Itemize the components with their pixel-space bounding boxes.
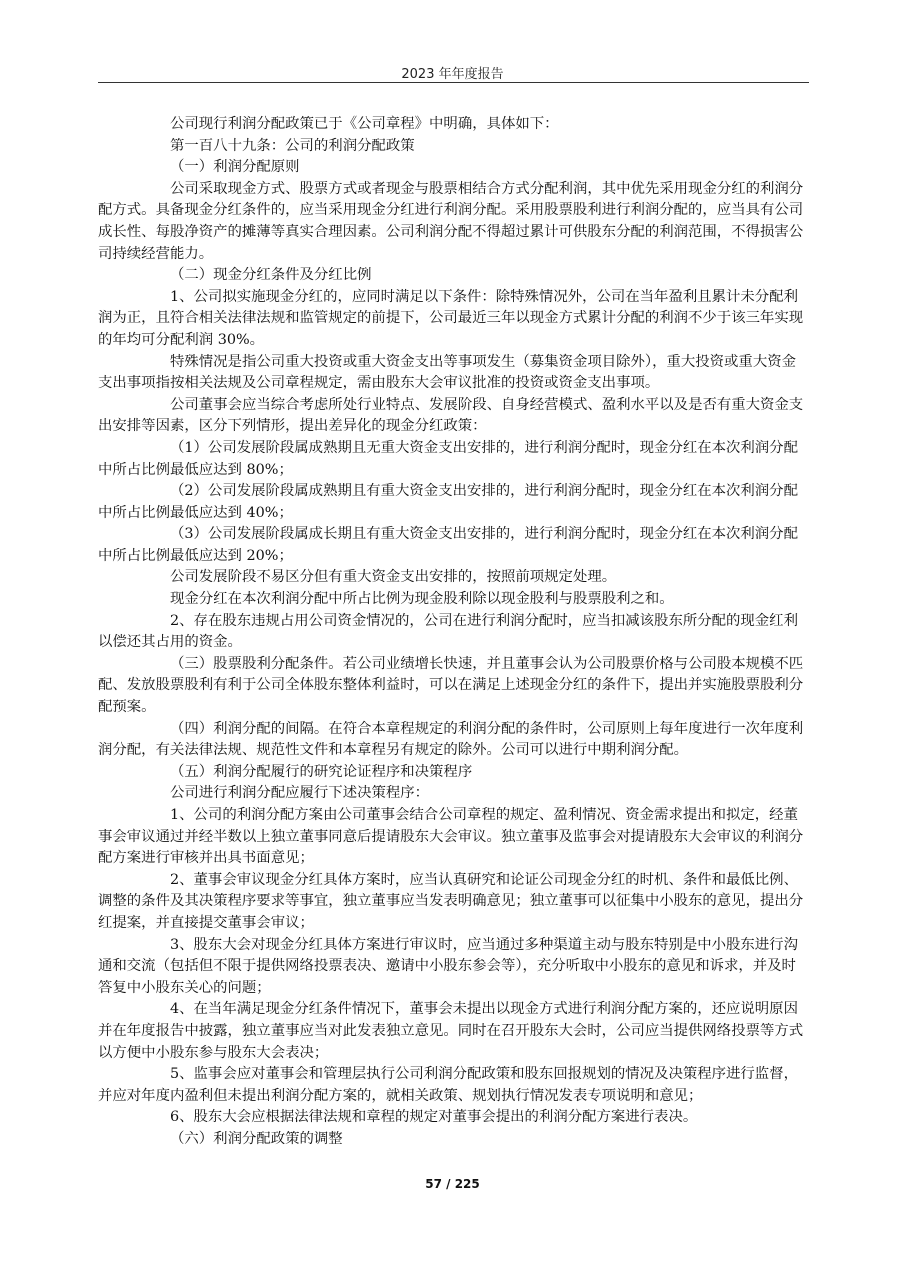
- paragraph: 公司进行利润分配应履行下述决策程序：: [170, 785, 430, 802]
- paragraph: 2、存在股东违规占用公司资金情况的，公司在进行利润分配时，应当扣减该股东所分配的现金红利以偿还其占用的资金。: [98, 612, 798, 651]
- paragraph: （1）公司发展阶段属成熟期且无重大资金支出安排的，进行利润分配时，现金分红在本次利润分配中所占比例最低应达到 80%；: [98, 439, 798, 478]
- paragraph: 2、董事会审议现金分红具体方案时，应当认真研究和论证公司现金分红的时机、条件和最低比例、调整的条件及其决策程序要求等事宜，独立董事应当发表明确意见；独立董事可以征集中小股东的意见，提出分红提案，并直接提交董事会审议；: [98, 871, 804, 931]
- paragraph: （四）利润分配的间隔。在符合本章程规定的利润分配的条件时，公司原则上每年度进行一次年度利润分配，有关法律法规、规范性文件和本章程另有规定的除外。公司可以进行中期利润分配。: [98, 720, 804, 759]
- paragraph: （一）利润分配原则: [170, 159, 300, 176]
- paragraph: （二）现金分红条件及分红比例: [170, 267, 372, 284]
- page-number: 57 / 225: [425, 1177, 480, 1191]
- paragraph: 6、股东大会应根据法律法规和章程的规定对董事会提出的利润分配方案进行表决。: [170, 1109, 698, 1126]
- document-body: [98, 114, 810, 1151]
- paragraph: （六）利润分配政策的调整: [170, 1130, 343, 1147]
- paragraph: 公司现行利润分配政策已于《公司章程》中明确，具体如下：: [170, 116, 559, 132]
- paragraph: （2）公司发展阶段属成熟期且有重大资金支出安排的，进行利润分配时，现金分红在本次利润分配中所占比例最低应达到 40%；: [98, 483, 798, 521]
- header-divider: [98, 82, 809, 83]
- paragraph: 公司采取现金方式、股票方式或者现金与股票相结合方式分配利润，其中优先采用现金分红的利润分配方式。具备现金分红条件的，应当采用现金分红进行利润分配。采用股票股利进行利润分配的，应当具有公司成长性、每股净资产的摊薄等真实合理因素。公司利润分配不得超过累计可供股东分配的利润范围，不得损害公司持续经营能力。: [98, 180, 804, 262]
- paragraph: 1、公司拟实施现金分红的，应同时满足以下条件：除特殊情况外，公司在当年盈利且累计未分配利润为正，且符合相关法律法规和监管规定的前提下，公司最近三年以现金方式累计分配的利润不少于该三年实现的年均可分配利润 30%。: [98, 288, 804, 348]
- paragraph: 公司发展阶段不易区分但有重大资金支出安排的，按照前项规定处理。: [170, 569, 617, 586]
- paragraph: 第一百八十九条：公司的利润分配政策: [170, 137, 415, 154]
- paragraph: 3、股东大会对现金分红具体方案进行审议时，应当通过多种渠道主动与股东特别是中小股东进行沟通和交流（包括但不限于提供网络投票表决、邀请中小股东参会等），充分听取中小股东的意见和诉求，并及时答复中小股东关心的问题；: [98, 936, 798, 996]
- paragraph: （三）股票股利分配条件。若公司业绩增长快速，并且董事会认为公司股票价格与公司股本规模不匹配、发放股票股利有利于公司全体股东整体利益时，可以在满足上述现金分红的条件下，提出并实施股票股利分配预案。: [98, 655, 804, 716]
- paragraph: 1、公司的利润分配方案由公司董事会结合公司章程的规定、盈利情况、资金需求提出和拟定，经董事会审议通过并经半数以上独立董事同意后提请股东大会审议。独立董事及监事会对提请股东大会审议的利润分配方案进行审核并出具书面意见；: [98, 807, 804, 867]
- page-header: 2023 年年度报告: [401, 67, 504, 82]
- paragraph: 特殊情况是指公司重大投资或重大资金支出等事项发生（募集资金项目除外），重大投资或重大资金支出事项指按相关法规及公司章程规定，需由股东大会审议批准的投资或资金支出事项。: [98, 353, 796, 392]
- paragraph: 公司董事会应当综合考虑所处行业特点、发展阶段、自身经营模式、盈利水平以及是否有重大资金支出安排等因素，区分下列情形，提出差异化的现金分红政策：: [98, 396, 804, 435]
- paragraph: （3）公司发展阶段属成长期且有重大资金支出安排的，进行利润分配时，现金分红在本次利润分配中所占比例最低应达到 20%；: [98, 526, 798, 564]
- paragraph: 现金分红在本次利润分配中所占比例为现金股利除以现金股利与股票股利之和。: [170, 591, 674, 608]
- paragraph: （五）利润分配履行的研究论证程序和决策程序: [170, 763, 473, 780]
- paragraph: 4、在当年满足现金分红条件情况下，董事会未提出以现金方式进行利润分配方案的，还应说明原因并在年度报告中披露，独立董事应当对此发表独立意见。同时在召开股东大会时，公司应当提供网络投票等方式以方便中小股东参与股东大会表决；: [98, 1001, 804, 1061]
- paragraph: 5、监事会应对董事会和管理层执行公司利润分配政策和股东回报规划的情况及决策程序进行监督，并应对年度内盈利但未提出利润分配方案的，就相关政策、规划执行情况发表专项说明和意见；: [98, 1066, 798, 1104]
